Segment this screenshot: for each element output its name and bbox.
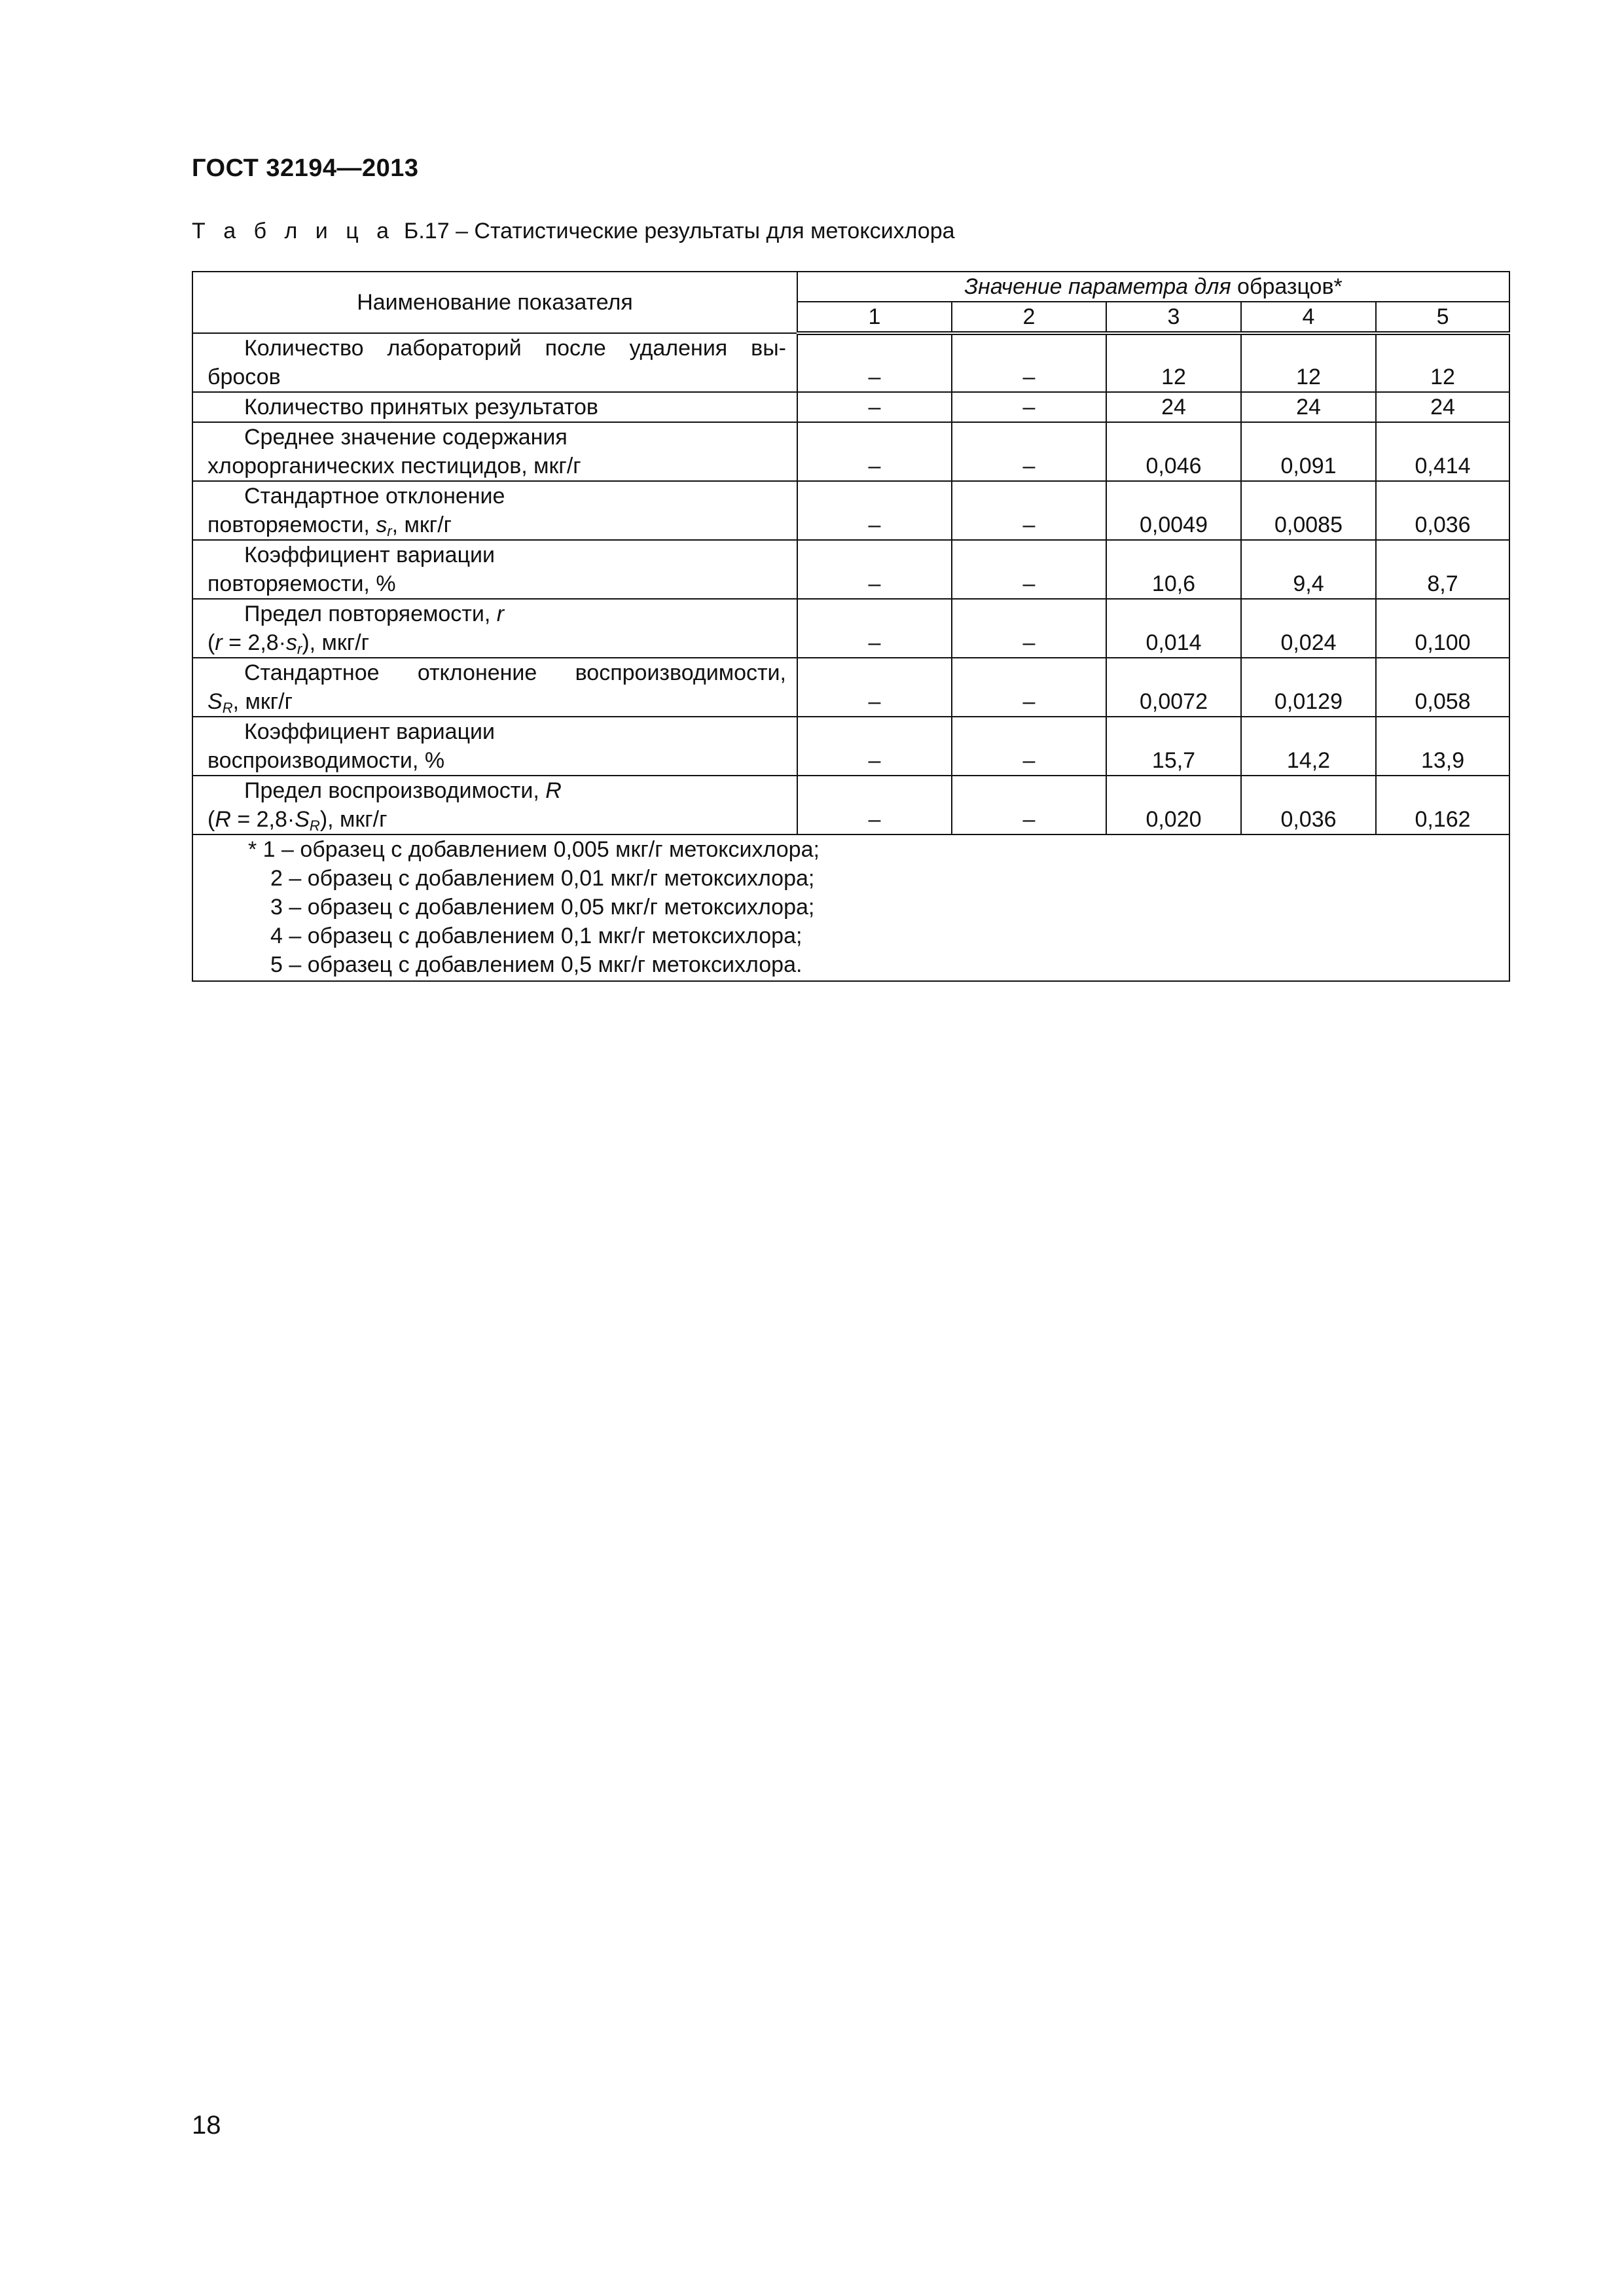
cell-value: –: [952, 776, 1106, 834]
cell-value: 0,046: [1106, 422, 1241, 481]
row-label-line2: хлорорганических пестицидов, мкг/г: [208, 454, 581, 478]
cell-value: 15,7: [1106, 717, 1241, 776]
table-row: [192, 599, 1509, 658]
cell-value: –: [797, 717, 952, 776]
cell-value: –: [797, 392, 952, 422]
cell-value: –: [952, 599, 1106, 658]
cell-value: –: [952, 717, 1106, 776]
footnote-line: 5 – образец с добавлением 0,5 мкг/г метоксихлора.: [270, 952, 803, 977]
footnote-row: [192, 834, 1509, 981]
cell-value: –: [797, 658, 952, 717]
cell-value: 8,7: [1376, 540, 1509, 599]
footnote-line: 3 – образец с добавлением 0,05 мкг/г метоксихлора;: [270, 895, 815, 920]
cell-value: 12: [1106, 333, 1241, 392]
row-label-line1: Коэффициент вариации: [244, 719, 496, 744]
cell-value: 0,020: [1106, 776, 1241, 834]
row-label-line1: Предел воспроизводимости, R: [244, 778, 562, 803]
cell-value: 12: [1241, 333, 1376, 392]
cell-value: –: [952, 333, 1106, 392]
table-footnote: [192, 834, 1509, 981]
cell-value: 0,100: [1376, 599, 1509, 658]
sample-number-5: 5: [1376, 302, 1509, 333]
cell-value: –: [797, 599, 952, 658]
cell-value: –: [797, 422, 952, 481]
table-caption-prefix: Т а б л и ц а: [192, 219, 395, 243]
row-label-line1: Коэффициент вариации: [244, 543, 496, 567]
statistics-table: [192, 271, 1510, 982]
cell-value: 0,024: [1241, 599, 1376, 658]
table-caption-number: Б.17: [404, 219, 450, 243]
row-label: [192, 422, 797, 481]
footnote-line: 4 – образец с добавлением 0,1 мкг/г метоксихлора;: [270, 924, 803, 948]
cell-value: –: [952, 540, 1106, 599]
row-label-line2: воспроизводимости, %: [208, 748, 445, 773]
sample-number-4: 4: [1241, 302, 1376, 333]
cell-value: 0,036: [1241, 776, 1376, 834]
cell-value: 9,4: [1241, 540, 1376, 599]
row-label-line1: Стандартное отклонение: [244, 484, 505, 509]
row-label: [192, 717, 797, 776]
cell-value: –: [952, 658, 1106, 717]
cell-value: 10,6: [1106, 540, 1241, 599]
row-label: [192, 392, 797, 422]
row-label-line2: повторяемости, $s_r$, мкг/г: [208, 512, 452, 539]
row-label: [192, 540, 797, 599]
cell-value: 0,0129: [1241, 658, 1376, 717]
cell-value: 0,0072: [1106, 658, 1241, 717]
cell-value: –: [797, 333, 952, 392]
row-label-line2: повторяемости, %: [208, 571, 396, 596]
cell-value: 0,036: [1376, 481, 1509, 540]
row-label: [192, 333, 797, 392]
cell-value: 12: [1376, 333, 1509, 392]
cell-value: 0,058: [1376, 658, 1509, 717]
cell-value: 24: [1376, 392, 1509, 422]
page-number: 18: [192, 2111, 221, 2140]
table-row: [192, 422, 1509, 481]
table-row: [192, 717, 1509, 776]
table-row: [192, 392, 1509, 422]
row-label-line1: Предел повторяемости, r: [244, 601, 505, 626]
cell-value: 0,414: [1376, 422, 1509, 481]
sample-number-3: 3: [1106, 302, 1241, 333]
cell-value: 0,0085: [1241, 481, 1376, 540]
cell-value: 0,014: [1106, 599, 1241, 658]
cell-value: –: [952, 392, 1106, 422]
cell-value: –: [952, 481, 1106, 540]
col-header-indicator-name: Наименование показателя: [192, 272, 797, 333]
cell-value: 0,162: [1376, 776, 1509, 834]
row-label-line2: $S_R$, мкг/г: [208, 689, 293, 716]
sample-number-2: 2: [952, 302, 1106, 333]
footnote-line: * 1 – образец с добавлением 0,005 мкг/г метоксихлора;: [248, 837, 820, 862]
row-label-line2: $(r = 2,8\cdot s_r)$, мкг/г: [208, 630, 370, 657]
row-label-line1: Среднее значение содержания: [244, 425, 568, 450]
cell-value: 24: [1106, 392, 1241, 422]
cell-value: 13,9: [1376, 717, 1509, 776]
cell-value: –: [797, 776, 952, 834]
table-row: [192, 776, 1509, 834]
cell-value: 0,091: [1241, 422, 1376, 481]
table-row: [192, 481, 1509, 540]
table-caption: [192, 219, 955, 244]
document-header: ГОСТ 32194—2013: [192, 154, 419, 182]
sample-number-1: 1: [797, 302, 952, 333]
row-label: [192, 658, 797, 717]
cell-value: 14,2: [1241, 717, 1376, 776]
table-row: [192, 333, 1509, 392]
footnote-line: 2 – образец с добавлением 0,01 мкг/г метоксихлора;: [270, 866, 815, 891]
col-header-rest: образцов*: [1231, 274, 1343, 299]
table-row: [192, 540, 1509, 599]
cell-value: –: [952, 422, 1106, 481]
row-label-line1: Количество принятых результатов: [244, 395, 598, 420]
col-header-sample-values: [797, 272, 1509, 302]
table-header-row: [192, 272, 1509, 302]
table-row: [192, 658, 1509, 717]
row-label: [192, 776, 797, 834]
cell-value: 24: [1241, 392, 1376, 422]
col-header-italic-part: Значение параметра для: [964, 274, 1231, 299]
row-label-line1: Количество лабораторий после удаления вы-: [244, 336, 786, 361]
row-label-line2: бросов: [208, 365, 281, 389]
table-caption-title: – Статистические результаты для метоксихлора: [456, 219, 955, 243]
row-label-line1: Стандартное отклонение воспроизводимости,: [244, 660, 786, 685]
cell-value: –: [797, 481, 952, 540]
row-label: [192, 481, 797, 540]
row-label: [192, 599, 797, 658]
cell-value: –: [797, 540, 952, 599]
row-label-line2: $(R = 2,8\cdot S_R)$, мкг/г: [208, 807, 388, 834]
cell-value: 0,0049: [1106, 481, 1241, 540]
